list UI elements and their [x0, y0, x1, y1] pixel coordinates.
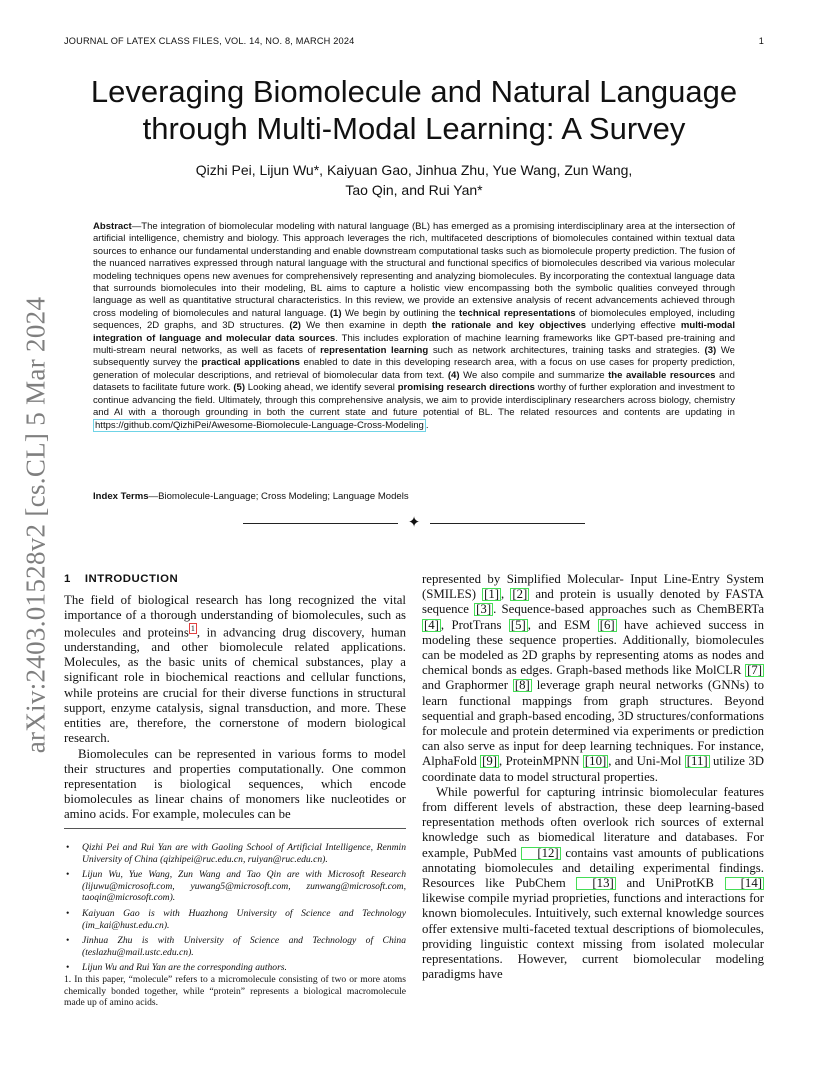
- section-number: 1: [64, 573, 71, 585]
- section-divider: [243, 513, 585, 531]
- citation-link[interactable]: [1]: [484, 587, 500, 602]
- text-run: , ProteinMPNN: [499, 754, 583, 769]
- page-number: 1: [758, 36, 764, 46]
- text-run: underlying effective: [586, 320, 681, 332]
- divider-star-icon: ✦: [407, 513, 421, 531]
- citation-link[interactable]: [4]: [424, 617, 439, 632]
- index-terms: [93, 490, 735, 503]
- footnote-rule: [64, 828, 406, 829]
- body-paragraph: [64, 593, 406, 746]
- affiliation-list: [64, 842, 406, 978]
- divider-line: [243, 523, 398, 524]
- bold-text: practical applications: [201, 357, 300, 369]
- citation-link[interactable]: [9]: [482, 754, 498, 769]
- index-terms-label: Index Terms: [93, 491, 149, 502]
- text-run: Biomolecules can be represented in various forms to model their structures and properties computationally. One common representation is biological sequences, which encode biomolecules as linear chains of monomers like nucleotides or amino acids. For example, molecules can be: [64, 746, 406, 822]
- citation-link[interactable]: [11]: [686, 754, 708, 769]
- paper-title: Leveraging Biomolecule and Natural Language through Multi-Modal Learning: A Survey: [90, 74, 738, 146]
- affiliation-item: • Kaiyuan Gao is with Huazhong University of Science and Technology (im_kai@hust.edu.cn).: [64, 908, 406, 931]
- affiliation-item: • Lijun Wu and Rui Yan are the corresponding authors.: [64, 962, 406, 974]
- abstract-label: Abstract: [93, 221, 132, 232]
- citation-link[interactable]: [10]: [584, 754, 607, 769]
- body-paragraph: [422, 572, 764, 785]
- text-run: worthy of further exploration and investment to continue advancing the field. Ultimately, through this comprehensive analysis, we aim to provide interdisciplinary researchers across biology, chemistry and AI with a thorough grounding in both the current state and future potential of BL. The related resources and contents are updating in: [93, 382, 735, 419]
- author-list: [100, 160, 728, 200]
- text-run: We then examine in depth: [300, 320, 432, 332]
- citation-link[interactable]: [7]: [747, 663, 762, 678]
- text-run: and Graphormer: [422, 678, 513, 693]
- bold-text: (4): [447, 369, 460, 381]
- text-run: We begin by outlining the: [341, 307, 460, 319]
- text-run: We also compile and summarize: [459, 369, 609, 381]
- affiliation-item: • Qizhi Pei and Rui Yan are with Gaoling School of Artificial Intelligence, Renmin University of China (qizhipei@ruc.edu.cn, ruiyan@ruc.edu.cn).: [64, 842, 406, 865]
- text-run: , in advancing drug discovery, human understanding, and other biomolecule related applications. Molecules, as the basic units of chemical substances, play a significant role in biochemical reactions and cellular functions, while proteins are crucial for their diverse functions in structural support, enzyme catalysis, signal transduction, and more. These entities are, therefore, the cornerstone of modern biological research.: [64, 624, 407, 746]
- footnote: 1. In this paper, “molecule” refers to a micromolecule consisting of two or more atoms chemically bonded together, while “protein” represents a biological macromolecule made up of amino acids.: [64, 974, 406, 1009]
- bold-text: (1): [329, 307, 342, 319]
- body-paragraph: [64, 747, 406, 823]
- affiliation-item: • Jinhua Zhu is with University of Science and Technology of China (teslazhu@mail.ustc.edu.cn).: [64, 935, 406, 958]
- citation-link[interactable]: [6]: [599, 617, 615, 632]
- text-run: and datasets to facilitate future work.: [93, 369, 735, 394]
- text-run: . This includes exploration of machine learning frameworks like GPT-based pre-training and multi-stream neural networks, as well as facets of: [93, 332, 735, 357]
- text-run: , and ESM: [527, 617, 598, 632]
- left-paragraphs: [64, 593, 406, 822]
- section-heading: [64, 572, 406, 587]
- citation-link[interactable]: [14]: [725, 877, 764, 890]
- author-line: Tao Qin, and Rui Yan*: [345, 182, 483, 198]
- bold-text: the available resources: [608, 369, 716, 381]
- bold-text: (2): [289, 320, 301, 332]
- text-run: contains vast amounts of publications annotating biomolecules and detailing experimental findings. Resources like PubChem: [422, 845, 764, 891]
- text-run: of biomolecules employed, including sequences, 2D graphs, and 3D structures.: [93, 307, 735, 332]
- affiliation-item: • Lijun Wu, Yue Wang, Zun Wang and Tao Qin are with Microsoft Research (lijuwu@microsoft.com, yuwang5@microsoft.com, zunwang@microsoft.com, taoqin@microsoft.com).: [64, 869, 406, 904]
- citation-link[interactable]: [12]: [521, 847, 560, 860]
- bold-text: technical representations: [459, 307, 576, 319]
- citation-link[interactable]: [8]: [514, 678, 530, 693]
- bold-text: the rationale and key objectives: [431, 320, 587, 332]
- citation-link[interactable]: [13]: [576, 877, 615, 890]
- text-run: , and Uni-Mol: [608, 754, 685, 769]
- section-title: INTRODUCTION: [84, 573, 179, 585]
- right-column: [422, 572, 764, 982]
- text-run: have achieved success in modeling these sequence properties. Additionally, biomolecules can be modeled as 2D graphs by representing atoms as nodes and chemical bonds as edges. Graph-based methods like MolCLR: [422, 617, 764, 678]
- text-run: The field of biological research has long recognized the vital importance of a thorough understanding of biomolecules, such as molecules and proteins: [64, 593, 406, 639]
- text-run: enabled to date in this developing research area, with a focus on use cases for property prediction, generation of molecular descriptions, and retrieval of biomolecular data from text.: [93, 357, 736, 381]
- bold-text: promising research directions: [397, 382, 535, 394]
- citation-link[interactable]: [2]: [512, 587, 528, 602]
- text-run: such as network architectures, training tasks and strategies.: [428, 345, 705, 357]
- text-run: While powerful for capturing intrinsic biomolecular features from different levels of abstraction, these deep learning-based representation methods often overlook rich sources of external knowledge such as biomedical literature and databases. For example, PubMed: [422, 784, 764, 860]
- journal-header: JOURNAL OF LATEX CLASS FILES, VOL. 14, NO. 8, MARCH 2024: [64, 36, 355, 46]
- index-terms-text: —Biomolecule-Language; Cross Modeling; Language Models: [148, 491, 409, 502]
- bold-text: (5): [233, 382, 245, 394]
- text-run: utilize 3D coordinate data to model structural properties.: [422, 754, 764, 784]
- right-paragraphs: [422, 572, 764, 982]
- divider-line: [430, 523, 585, 524]
- text-run: . Sequence-based approaches such as ChemBERTa: [493, 602, 764, 617]
- text-run: We subsequently survey the: [93, 345, 735, 369]
- arxiv-stamp[interactable]: [6, 290, 66, 760]
- left-column: [64, 572, 406, 823]
- bold-text: representation learning: [320, 345, 429, 357]
- text-run: .: [425, 419, 429, 431]
- repository-link[interactable]: https://github.com/QizhiPei/Awesome-Biomolecule-Language-Cross-Modeling: [95, 419, 424, 431]
- citation-link[interactable]: [3]: [476, 602, 492, 617]
- text-run: leverage graph neural networks (GNNs) to learn functional mappings from graph structures. Beyond sequential and graph-based encoding, 3D structures/conformations for molecule and protein determined via experiments or prediction can also serve as input for deep learning techniques. For instance, AlphaFold: [422, 678, 764, 769]
- body-paragraph: [422, 785, 764, 983]
- text-run: —The integration of biomolecular modeling with natural language (BL) has emerged as a promising interdisciplinary area at the intersection of artificial intelligence, chemistry and biology. This approach leverages the rich, multifaceted descriptions of biomolecules contained within textual data sources to enhance our fundamental understanding and enable downstream computational tasks such as biomolecule property prediction. The fusion of the nuanced narratives expressed through natural language with the structural and functional specifics of biomolecules described via various molecular modeling techniques opens new avenues for comprehensively representing and analyzing biomolecules. By incorporating the contextual language data that surrounds biomolecules into their modeling, BL aims to capture a holistic view encompassing both the symbolic qualities conveyed through language as well as quantitative structural characteristics. In this review, we provide an extensive analysis of recent advancements achieved through cross modeling of biomolecules and natural language.: [93, 221, 735, 319]
- author-line: Qizhi Pei, Lijun Wu*, Kaiyuan Gao, Jinhua Zhu, Yue Wang, Zun Wang,: [195, 162, 633, 178]
- text-run: Looking ahead, we identify several: [245, 382, 398, 394]
- text-run: ,: [501, 587, 511, 602]
- bold-text: (3): [704, 345, 717, 357]
- abstract-body: [93, 221, 735, 432]
- abstract: [93, 221, 735, 432]
- text-run: represented by Simplified Molecular- Input Line-Entry System (SMILES): [422, 572, 764, 602]
- arxiv-stamp-text: arXiv:2403.01528v2 [cs.CL] 5 Mar 2024: [20, 296, 51, 754]
- bold-text: multi-modal integration of language and molecular data sources: [93, 320, 735, 344]
- text-run: likewise compile myriad proprieties, functions and interactions for known biomolecules. Intuitively, such external knowledge sources offer extensive multi-faceted textual descriptions of biomolecules, providing linguistic context missing from isolated molecular representations. However, current biomolecular modeling paradigms have: [422, 891, 764, 982]
- citation-link[interactable]: [5]: [510, 617, 526, 632]
- text-run: and protein is usually denoted by FASTA sequence: [422, 587, 764, 617]
- text-run: and UniProtKB: [615, 876, 725, 891]
- text-run: , ProtTrans: [440, 617, 509, 632]
- footnote-marker[interactable]: 1: [190, 623, 195, 633]
